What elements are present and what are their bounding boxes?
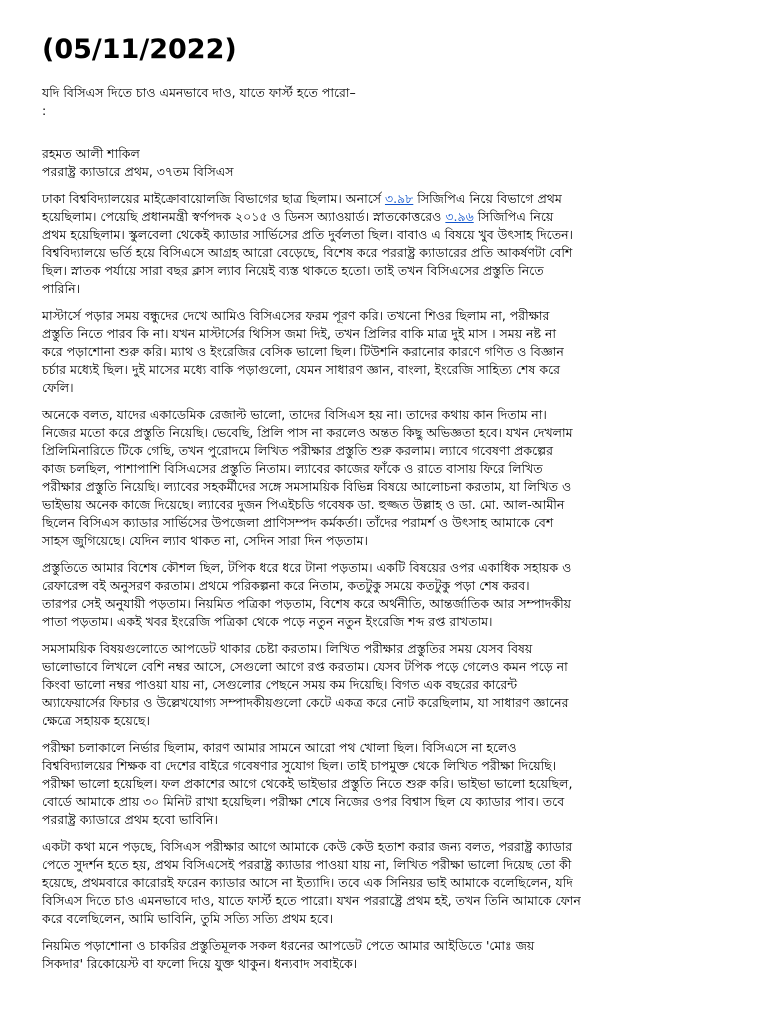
- paragraph-line: ছিলেন বিসিএস ক্যাডার সার্ভিসের উপজেলা প্রাণিসম্পদ কর্মকর্তা। তাঁদের পরামর্শ ও উৎসাহ আমাকে বেশ: [42, 515, 554, 530]
- paragraph-line: চর্চার মধ্যেই ছিল। দুই মাসের মধ্যে বাকি পড়াগুলো, যেমন সাধারণ জ্ঞান, বাংলা, ইংরেজি সাহিত্য শেষ করে: [42, 362, 561, 377]
- paragraph-line: প্রস্তুতি নিতে পারব কি না। যখন মাস্টার্সের থিসিস জমা দিই, তখন প্রিলির বাকি মাত্র দুই মাস । সময় নষ্ট না: [42, 326, 557, 341]
- paragraph-line: বিসিএস দিতে চাও এমনভাবে দাও, যাতে ফার্স্ট হতে পারো। যখন পররাষ্ট্রে প্রথম হই, তখন তিনি আমাকে ফোন: [42, 893, 581, 908]
- paragraph-line: পরীক্ষার প্রস্তুতি নিয়েছি। ল্যাবের সহকর্মীদের সঙ্গে সমসাময়িক বিভিন্ন বিষয়ে আলোচনা করতাম, যা লিখিত ও: [42, 479, 572, 494]
- intro-quote: যদি বিসিএস দিতে চাও এমনভাবে দাও, যাতে ফার্স্ট হতে পারো–: [42, 85, 356, 100]
- paragraph-line: সিকদার' রিকোয়েস্ট বা ফলো দিয়ে যুক্ত থাকুন। ধন্যবাদ সবাইকে।: [42, 956, 358, 971]
- paragraph-line: করে পড়াশোনা শুরু করি। ম্যাথ ও ইংরেজির বেসিক ভালো ছিল। টিউশনি করানোর কারণে গণিত ও বিজ্ঞান: [42, 344, 564, 359]
- paragraph-line: প্রস্তুতিতে আমার বিশেষ কৌশল ছিল, টপিক ধরে ধরে টানা পড়তাম। একটি বিষয়ের ওপর একাধিক সহায়ক ও: [42, 560, 572, 575]
- paragraph-4: [42, 559, 732, 631]
- paragraph-8: [42, 937, 732, 973]
- paragraph-2: [42, 307, 732, 397]
- paragraph-line: পরীক্ষা চলাকালে নির্ভার ছিলাম, কারণ আমার সামনে আরো পথ খোলা ছিল। বিসিএসে না হলেও: [42, 740, 517, 755]
- author-position: পররাষ্ট্র ক্যাডারে প্রথম, ৩৭তম বিসিএস: [42, 164, 234, 179]
- text-run: ঢাকা বিশ্ববিদ্যালয়ের মাইক্রোবায়োলজি বিভাগের ছাত্র ছিলাম। অনার্সে: [42, 191, 385, 206]
- paragraph-line: হয়েছে, প্রথমবারে কারোরই ফরেন ক্যাডার আসে না ইত্যাদি। তবে এক সিনিয়র ভাই আমাকে বলেছিলেন, যদি: [42, 875, 573, 890]
- author-block: [42, 145, 732, 181]
- paragraph-6: [42, 739, 732, 829]
- gpa-link-masters[interactable]: ৩.৯৬: [445, 209, 474, 224]
- paragraph-line: বোর্ডে আমাকে প্রায় ৩০ মিনিট রাখা হয়েছিল। পরীক্ষা শেষে নিজের ওপর বিশ্বাস ছিল যে ক্যাডার পাব। তবে: [42, 794, 565, 809]
- paragraph-line: পেতে সুদর্শন হতে হয়, প্রথম বিসিএসেই পররাষ্ট্র ক্যাডার পাওয়া যায় না, লিখিত পরীক্ষা ভালো দিয়েছ তো কী: [42, 857, 572, 872]
- date-heading: (05/11/2022): [42, 34, 237, 65]
- paragraph-line: বিশ্ববিদ্যালয়ে ভর্তি হয়ে বিসিএসে আগ্রহ আরো বেড়েছে, বিশেষ করে পররাষ্ট্র ক্যাডারের প্রতি আকর্ষণটা বেশি: [42, 245, 573, 260]
- text-run: সিজিপিএ নিয়ে বিভাগে প্রথম: [413, 191, 562, 206]
- paragraph-line: পরীক্ষা ভালো হয়েছিল। ফল প্রকাশের আগে থেকেই ভাইভার প্রস্তুতি নিতে শুরু করি। ভাইভা ভালো হয়েছিল,: [42, 776, 573, 791]
- author-name: রহমত আলী শাকিল: [42, 146, 140, 161]
- paragraph-5: [42, 640, 732, 730]
- gpa-link-honours[interactable]: ৩.৯৮: [384, 191, 414, 206]
- paragraph-line: পাতা পড়তাম। একই খবর ইংরেজি পত্রিকা থেকে পড়ে নতুন নতুন ইংরেজি শব্দ রপ্ত রাখতাম।: [42, 614, 493, 629]
- paragraph-line: ক্ষেত্রে সহায়ক হয়েছে।: [42, 713, 150, 728]
- paragraph-line: অনেকে বলত, যাদের একাডেমিক রেজাল্ট ভালো, তাদের বিসিএস হয় না। তাদের কথায় কান দিতাম না।: [42, 407, 547, 422]
- paragraph-line: প্রথম হয়েছিলাম। স্কুলবেলা থেকেই ক্যাডার সার্ভিসের প্রতি দুর্বলতা ছিল। বাবাও এ বিষয়ে খুব উৎসাহ দিতেন।: [42, 227, 574, 242]
- intro-colon: :: [42, 103, 47, 118]
- paragraph-line: বিশ্ববিদ্যালয়ের শিক্ষক বা দেশের বাইরে গবেষণার সুযোগ ছিল। তাই চাপমুক্ত থেকে লিখিত পরীক্ষা দিয়েছি।: [42, 758, 557, 773]
- paragraph-line: মাস্টার্সে পড়ার সময় বন্ধুদের দেখে আমিও বিসিএসের ফরম পূরণ করি। তখনো শিওর ছিলাম না, পরীক্ষার: [42, 308, 550, 323]
- paragraph-line: [42, 208, 732, 226]
- paragraph-1: [42, 190, 732, 298]
- text-run: সিজিপিএ নিয়ে: [473, 209, 554, 224]
- paragraph-line: [42, 190, 732, 208]
- paragraph-line: নিয়মিত পড়াশোনা ও চাকরির প্রস্তুতিমূলক সকল ধরনের আপডেট পেতে আমার আইডিতে 'মোঃ জয়: [42, 938, 535, 953]
- paragraph-line: ভালোভাবে লিখলে বেশি নম্বর আসে, সেগুলো আগে রপ্ত করতাম। যেসব টপিক পড়ে গেলেও কমন পড়ে না: [42, 659, 568, 674]
- paragraph-3: [42, 406, 732, 550]
- paragraph-line: সাহস জুগিয়েছে। যেদিন ল্যাব থাকত না, সেদিন সারা দিন পড়তাম।: [42, 533, 368, 548]
- paragraph-line: নিজের মতো করে প্রস্তুতি নিয়েছি। ভেবেছি, প্রিলি পাস না করলেও অন্তত কিছু অভিজ্ঞতা হবে। যখন দেখলাম: [42, 425, 573, 440]
- paragraph-line: সমসাময়িক বিষয়গুলোতে আপডেট থাকার চেষ্টা করতাম। লিখিত পরীক্ষার প্রস্তুতির সময় যেসব বিষয়: [42, 641, 533, 656]
- paragraph-line: কিংবা ভালো নম্বর পাওয়া যায় না, সেগুলোর পেছনে সময় কম দিয়েছি। বিগত এক বছরের কারেন্ট: [42, 677, 518, 692]
- paragraph-line: কাজ চলছিল, পাশাপাশি বিসিএসের প্রস্তুতি নিতাম। ল্যাবের কাজের ফাঁকে ও রাতে বাসায় ফিরে লিখিত: [42, 461, 543, 476]
- intro-block: [42, 84, 732, 120]
- paragraph-line: অ্যাফেয়ার্সের ফিচার ও উল্লেখযোগ্য সম্পাদকীয়গুলো কেটে একত্র করে নোট করেছিলাম, যা সাধারণ জ্ঞানের: [42, 695, 569, 710]
- paragraph-line: পররাষ্ট্র ক্যাডারে প্রথম হবো ভাবিনি।: [42, 812, 218, 827]
- paragraph-7: [42, 838, 732, 928]
- paragraph-line: ভাইভায় অনেক কাজে দিয়েছে। ল্যাবের দুজন পিএইচডি গবেষক ডা. হুজ্জত উল্লাহ ও ডা. মো. আল-আমীন: [42, 497, 565, 512]
- paragraph-line: একটা কথা মনে পড়ছে, বিসিএস পরীক্ষার আগে আমাকে কেউ কেউ হতাশ করার জন্য বলত, পররাষ্ট্র ক্যাডার: [42, 839, 573, 854]
- document-page: [42, 30, 732, 982]
- paragraph-line: প্রিলিমিনারিতে টিকে গেছি, তখন পুরোদমে লিখিত পরীক্ষার প্রস্তুতি শুরু করলাম। ল্যাবে গবেষণা প্রকল্পের: [42, 443, 553, 458]
- paragraph-line: পারিনি।: [42, 281, 81, 296]
- text-run: হয়েছিলাম। পেয়েছি প্রধানমন্ত্রী স্বর্ণপদক ২০১৫ ও ডিনস অ্যাওয়ার্ড। স্নাতকোত্তরেও: [42, 209, 446, 224]
- paragraph-line: তারপর সেই অনুযায়ী পড়তাম। নিয়মিত পত্রিকা পড়তাম, বিশেষ করে অর্থনীতি, আন্তর্জাতিক আর সম্পাদকীয়: [42, 596, 572, 611]
- paragraph-line: ফেলি।: [42, 380, 74, 395]
- paragraph-line: রেফারেন্স বই অনুসরণ করতাম। প্রথমে পরিকল্পনা করে নিতাম, কতটুকু সময়ে কতটুকু পড়া শেষ করব।: [42, 578, 530, 593]
- paragraph-line: করে বলেছিলেন, আমি ভাবিনি, তুমি সত্যি সত্যি প্রথম হবে।: [42, 911, 334, 926]
- spacer: [42, 129, 732, 145]
- paragraph-line: ছিল। স্নাতক পর্যায়ে সারা বছর ক্লাস ল্যাব নিয়েই ব্যস্ত থাকতে হতো। তাই তখন বিসিএসের প্রস্তুতি নিতে: [42, 263, 544, 278]
